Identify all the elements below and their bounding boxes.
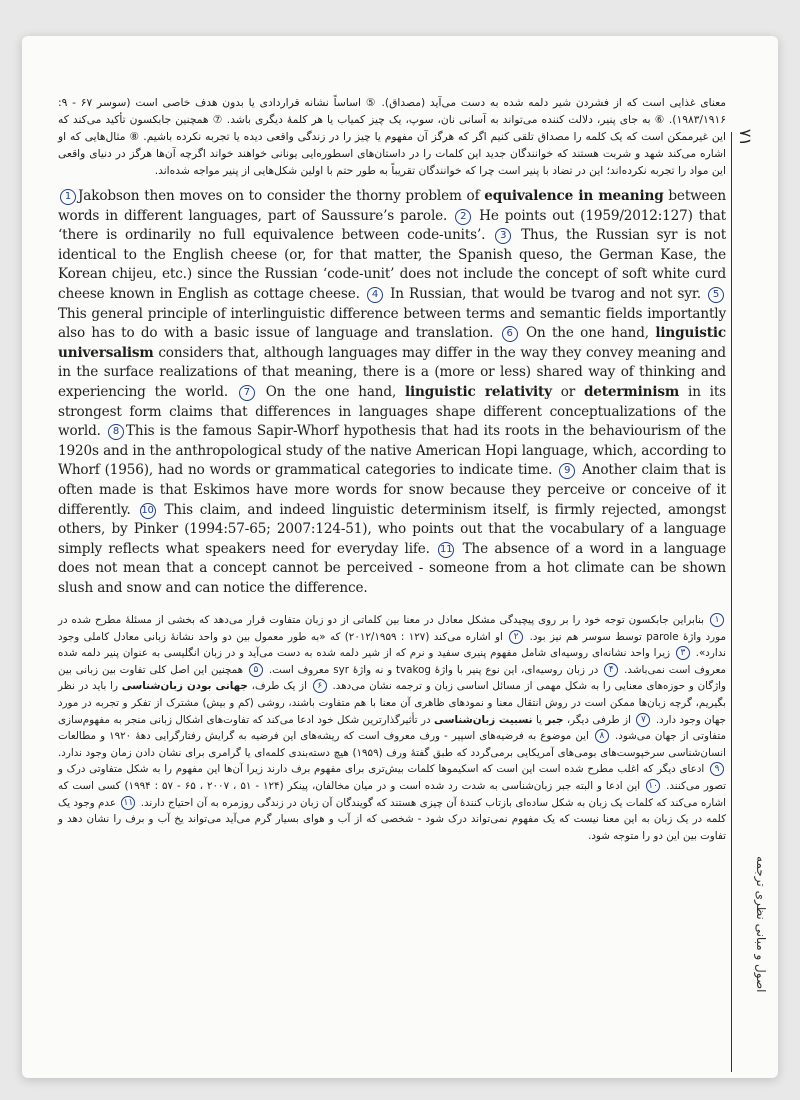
fa-sentence-10: این ادعا و البته جبر زبان‌شناسی به شدت رد شده است و در میان مخالفان، پینکر (۱۲۴ - ۵۱ ، ۲۰۰۷ ، ۶۵ - ۵۷ : ۱۹۹۴) کسی است که اشاره می‌کند که کلمات یک زبان به شکل ساده‌ای بازتاب کنندهٔ آن چیزی هستند که گویندگان آن زبان در زندگی روزمره به آن احتیاج دارند. — [58, 780, 726, 809]
sentence-marker-9: 9 — [559, 463, 575, 479]
fa-sentence-6a: از یک طرف، — [247, 680, 307, 693]
fa-sentence-9: ادعای دیگر که اغلب مطرح شده است این است که اسکیموها کلمات بیش‌تری برای مفهوم برف دارند زیرا آن‌ها این مفهوم را به شکل متفاوتی درک و تصور می‌کنند. — [58, 763, 727, 792]
en-sentence-8: This is the famous Sapir-Whorf hypothesis that had its roots in the behaviourism of the 1920s and in the anthropological study of the native American Hopi language, which, according to Whorf (1956), had no words or grammatical categories to indicate time. — [58, 423, 726, 479]
fa-marker-9: ۹ — [710, 762, 724, 776]
fa-marker-6: ۶ — [313, 679, 327, 693]
fa-sentence-11: عدم وجود یک کلمه در یک زبان به این معنا نیست که یک مفهوم نمی‌تواند درک شود - شخصی که از آب و هوای بسیار گرم می‌آید می‌تواند یخ آب و برف را نشان دهد و تفاوت بین این دو را متوجه شود. — [58, 796, 726, 842]
en-sentence-11: The absence of a word in a language does not mean that a concept cannot be perceived - someone from a hot climate can be shown slush and snow and can notice the difference. — [58, 540, 727, 596]
sentence-marker-11: 11 — [438, 542, 454, 558]
fa-sentence-1: بنابراین جابکسون توجه خود را بر روی پیچیدگی مشکل معادل در معنا بین کلماتی از دو زبان متفاوت قرار می‌دهد که بخشی از مسئلهٔ مطرح شده در مورد واژهٔ parole توسط سوسر هم نیز بود. — [58, 614, 726, 643]
persian-translation-paragraph — [58, 612, 726, 844]
fa-marker-2: ۲ — [509, 630, 523, 644]
en-sentence-1a: Jakobson then moves on to consider the thorny problem of — [78, 188, 485, 204]
sentence-marker-4: 4 — [367, 287, 383, 303]
en-sentence-10: This claim, and indeed linguistic determinism itself, is firmly rejected, amongst others, by Pinker (1994:57-65; 2007:124-51), who points out that the vocabulary of a language simply reflects what speakers need for everyday life. — [58, 501, 726, 557]
en-sentence-7e: in its strongest form claims that differences in languages shape different conceptualizations of the world. — [58, 383, 727, 440]
en-term-universalism: linguistic universalism — [58, 325, 726, 361]
running-head: اصول و مبانی نظری ترجمه — [754, 856, 768, 993]
en-term-determinism: determinism — [583, 383, 680, 400]
sentence-marker-2: 2 — [455, 209, 471, 225]
en-sentence-4: In Russian, that would be tvarog and not syr. — [384, 285, 701, 302]
fa-marker-7: ۷ — [636, 713, 650, 727]
en-sentence-7a: On the one hand, — [256, 383, 405, 400]
page-content — [58, 94, 726, 855]
fa-sentence-3: زیرا واحد نشانه‌ای روسیه‌ای شامل مفهوم پنیری سفید و نرم که از شیر دلمه شده به دست می‌آید و در زبان انگلیسی به عنوان پنیر دلمه شده معروف است نمی‌باشد. — [58, 647, 727, 676]
fa-marker-11: ۱۱ — [121, 796, 135, 810]
en-sentence-2: He points out (1959/2012:127) that ‘there is ordinarily no full equivalence between code-units’. — [58, 207, 726, 244]
fa-sentence-8: این موضوع به فرضیه‌های اسپیر - ورف معروف است که ریشه‌های این فرضیه به گرایش رفتارگرایی دههٔ ۱۹۲۰ و مطالعات انسان‌شناسی سرخپوست‌های بومی‌های آمریکایی برمی‌گردد که طبق گفتهٔ ورف (۱۹۵۹) هیچ دسته‌بندی کلمه‌ای یا گرامری برای نشان دادن زمان وجود ندارد. — [58, 730, 726, 759]
fa-term-relativity: نسبیت زبان‌شناسی — [433, 713, 533, 726]
sentence-marker-6: 6 — [502, 326, 518, 342]
en-term-equivalence: equivalence in meaning — [484, 188, 664, 204]
fa-term-universalism: جهانی بودن زبان‌شناسی — [121, 680, 248, 693]
sentence-marker-1: 1 — [60, 189, 76, 205]
en-sentence-5: This general principle of interlinguistic difference between terms and semantic fields importantly also has to do with a basic issue of language and translation. — [58, 305, 726, 342]
fa-marker-5: ۵ — [249, 663, 263, 677]
fa-sentence-6c: را باید در نظر بگیریم، گرچه زبان‌ها ممکن است در روش انتقال معنا و نمودهای ظاهری آن معنا با هم متفاوت باشند، روشی (کم و بیش) مشترک از تفکر و تجربه در مورد جهان وجود دارد. — [58, 680, 726, 726]
en-sentence-7c: or — [551, 383, 584, 400]
en-sentence-3: Thus, the Russian syr is not identical to the English cheese (or, for that matter, the Spanish queso, the German Kase, the Korean chijeu, etc.) since the Russian ‘code-unit’ does not include the concept of soft white curd cheese known in English as cottage cheese. — [58, 227, 727, 302]
en-sentence-1c: between words in different languages, part of Saussure’s parole. — [58, 188, 727, 224]
english-paragraph — [58, 187, 726, 598]
fa-marker-8: ۸ — [595, 729, 609, 743]
en-sentence-9: Another claim that is often made is that Eskimos have more words for snow because they perceive or conceive of it differently. — [58, 462, 726, 518]
en-sentence-6c: considers that, although languages may differ in the way they convey meaning and in the surface realizations of that meaning, there is a (more or less) shared way of thinking and experiencing the world. — [58, 344, 726, 400]
sentence-marker-10: 10 — [140, 503, 156, 519]
page-number: ۷۱ — [735, 128, 755, 147]
book-page — [22, 36, 778, 1078]
fa-sentence-2: او اشاره می‌کند (۱۲۷ : ۲۰۱۲/۱۹۵۹) که «به طور معمول بین دو واحد نشانهٔ زبانی معادل کاملی وجود ندارد». — [58, 630, 726, 660]
fa-marker-1: ۱ — [710, 613, 724, 627]
fa-marker-3: ۳ — [676, 646, 690, 660]
en-term-relativity: linguistic relativity — [404, 383, 552, 400]
persian-top-paragraph: معنای غذایی است که از فشردن شیر دلمه شده به دست می‌آید (مصداق). ⑤ اساساً نشانه قراردادی یا بدون هدف خاصی است (سوسر ۶۷ - ۹: ۱۹۸۳/۱۹۱۶). ⑥ به جای پنیر، دلالت کننده می‌تواند به آسانی نان، سوپ، یک چیز کمیاب یا هر کلمهٔ دیگری باشد. ⑦ همچنین جابکسون تأکید می‌کند که این غیرممکن است که یک کلمه را مصداق تلقی کنیم اگر که هرگز آن مفهوم یا چیز را در زندگی واقعی دیده یا تجربه نکرده باشیم. ⑧ مثال‌هایی که او اشاره می‌کند شهد و شربت هستند که خوانندگان جدید این کلمات را در داستان‌های اسطوره‌ایی یونانی خواهند خواند اگرچه آن‌ها هرگز در دنیای واقعی این مواد را تجربه نکرده‌اند؛ این در تضاد با پنیر است چرا که خوانندگان تقریباً به طور حتم با اولین شکل‌هایی از پنیر مواجه شده‌اند. — [58, 96, 727, 177]
fa-marker-4: ۴ — [604, 663, 618, 677]
fa-sentence-7e: در تأثیرگذارترین شکل خود ادعا می‌کند که تفاوت‌های اشکال زبانی منجر به مفهوم‌سازی متفاوتی از جهان می‌شود. — [58, 713, 726, 743]
sentence-marker-7: 7 — [239, 385, 255, 401]
fa-term-determinism: جبر — [545, 713, 564, 726]
margin-rule — [731, 132, 732, 1072]
fa-sentence-7c: یا — [532, 713, 546, 726]
sentence-marker-8: 8 — [108, 424, 124, 440]
sentence-marker-5: 5 — [708, 287, 724, 303]
en-sentence-6a: On the one hand, — [519, 325, 656, 342]
fa-sentence-5: همچنین این اصل کلی تفاوت بین زبانی بین واژگان و حوزه‌های معنایی را به شکل مهمی از مسائل اساسی زبان و ترجمه نشان می‌دهد. — [58, 663, 727, 693]
fa-sentence-4: در زبان روسیه‌ای، این نوع پنیر با واژهٔ tvakog و نه واژهٔ syr معروف است. — [268, 663, 599, 676]
fa-sentence-7a: از طرفی دیگر، — [563, 713, 631, 726]
sentence-marker-3: 3 — [495, 228, 511, 244]
fa-marker-10: ۱۰ — [646, 779, 660, 793]
